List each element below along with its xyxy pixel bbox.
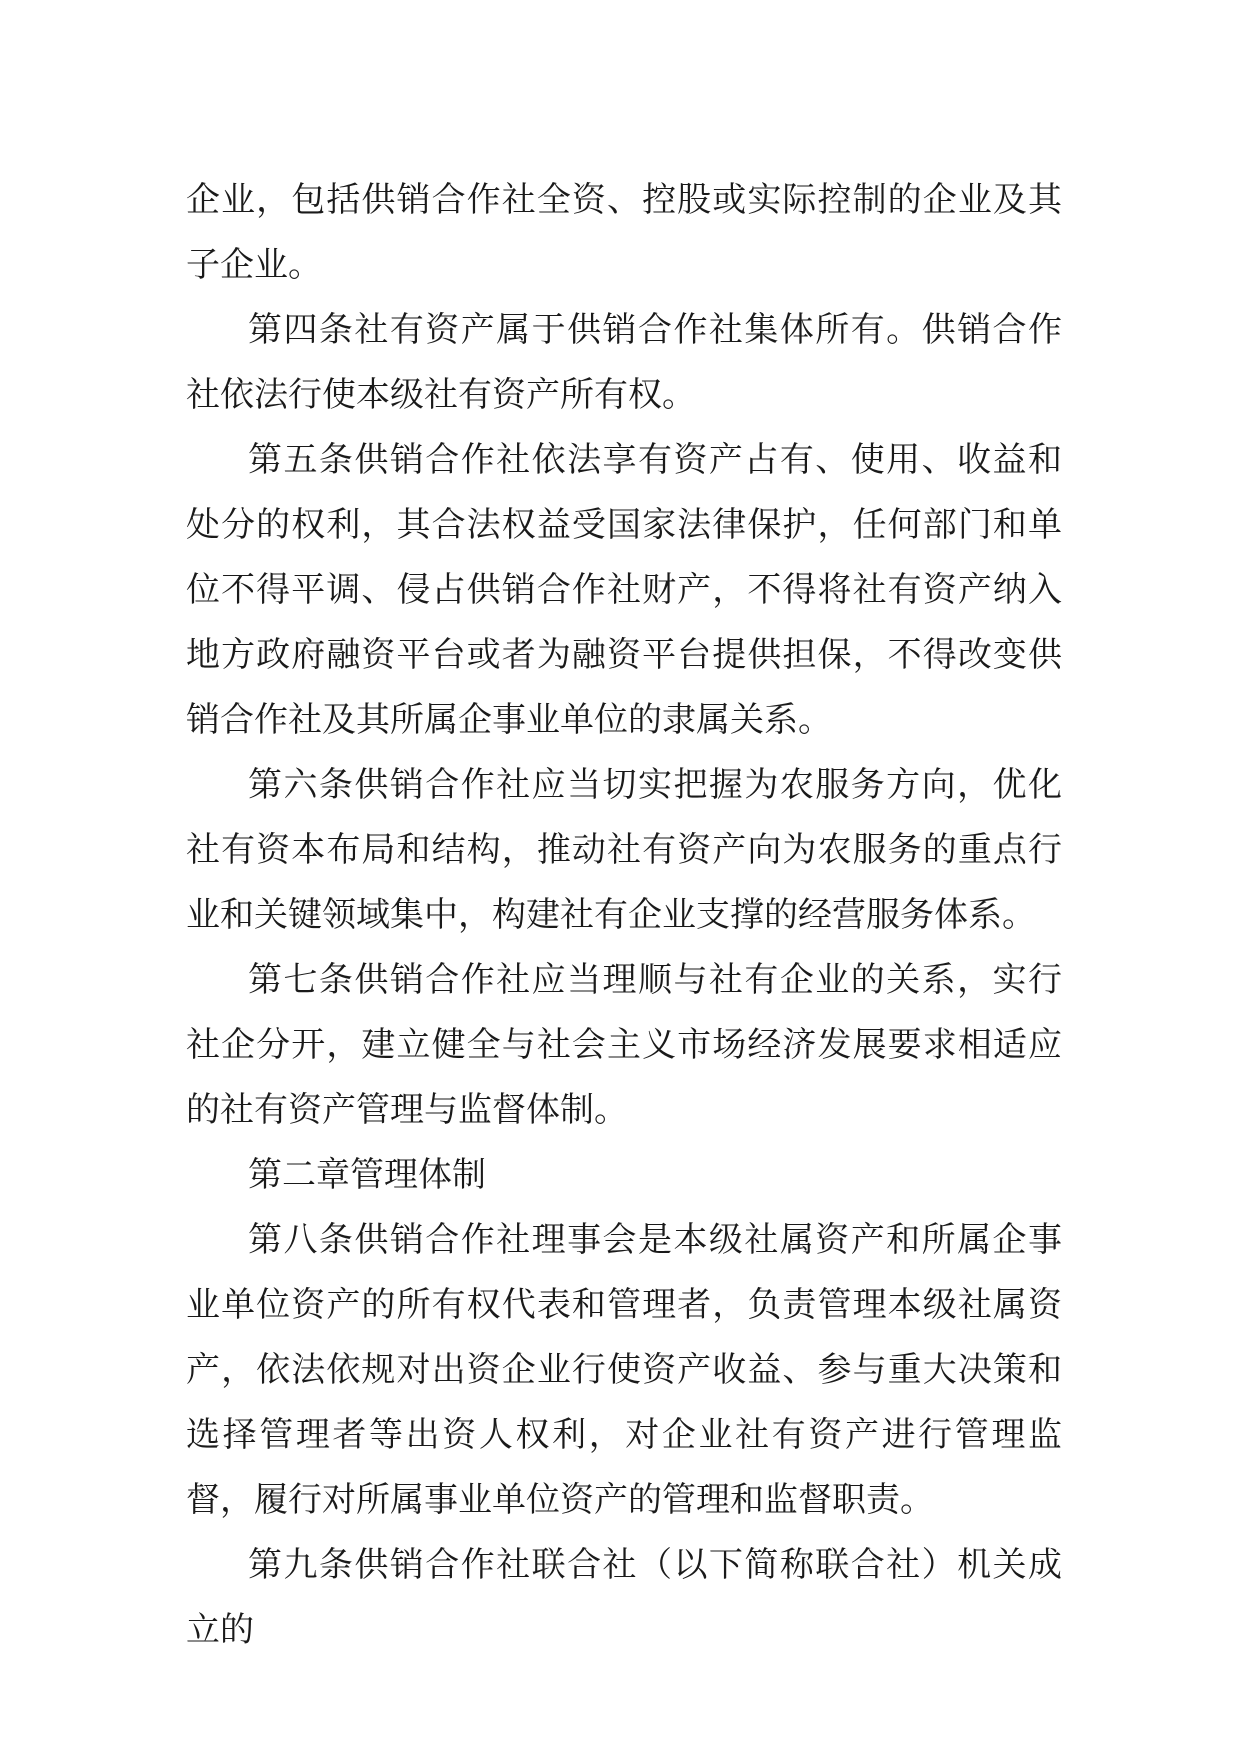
paragraph-article-6: 第六条供销合作社应当切实把握为农服务方向，优化社有资本布局和结构，推动社有资产向为农服务的重点行业和关键领域集中，构建社有企业支撑的经营服务体系。 <box>186 765 1062 935</box>
paragraph-article-9: 第九条供销合作社联合社（以下简称联合社）机关成立的 <box>186 1545 1062 1650</box>
document-body <box>186 168 1062 1663</box>
paragraph-article-8: 第八条供销合作社理事会是本级社属资产和所属企事业单位资产的所有权代表和管理者，负责管理本级社属资产，依法依规对出资企业行使资产收益、参与重大决策和选择管理者等出资人权利，对企业社有资产进行管理监督，履行对所属事业单位资产的管理和监督职责。 <box>186 1220 1062 1520</box>
paragraph-article-5: 第五条供销合作社依法享有资产占有、使用、收益和处分的权利，其合法权益受国家法律保护，任何部门和单位不得平调、侵占供销合作社财产，不得将社有资产纳入地方政府融资平台或者为融资平台提供担保，不得改变供销合作社及其所属企事业单位的隶属关系。 <box>186 440 1062 740</box>
paragraph-article-7: 第七条供销合作社应当理顺与社有企业的关系，实行社企分开，建立健全与社会主义市场经济发展要求相适应的社有资产管理与监督体制。 <box>186 960 1062 1130</box>
chapter-heading: 第二章管理体制 <box>248 1155 486 1195</box>
paragraph-article-4: 第四条社有资产属于供销合作社集体所有。供销合作社依法行使本级社有资产所有权。 <box>186 310 1062 415</box>
paragraph-continuation: 企业，包括供销合作社全资、控股或实际控制的企业及其子企业。 <box>186 180 1062 285</box>
